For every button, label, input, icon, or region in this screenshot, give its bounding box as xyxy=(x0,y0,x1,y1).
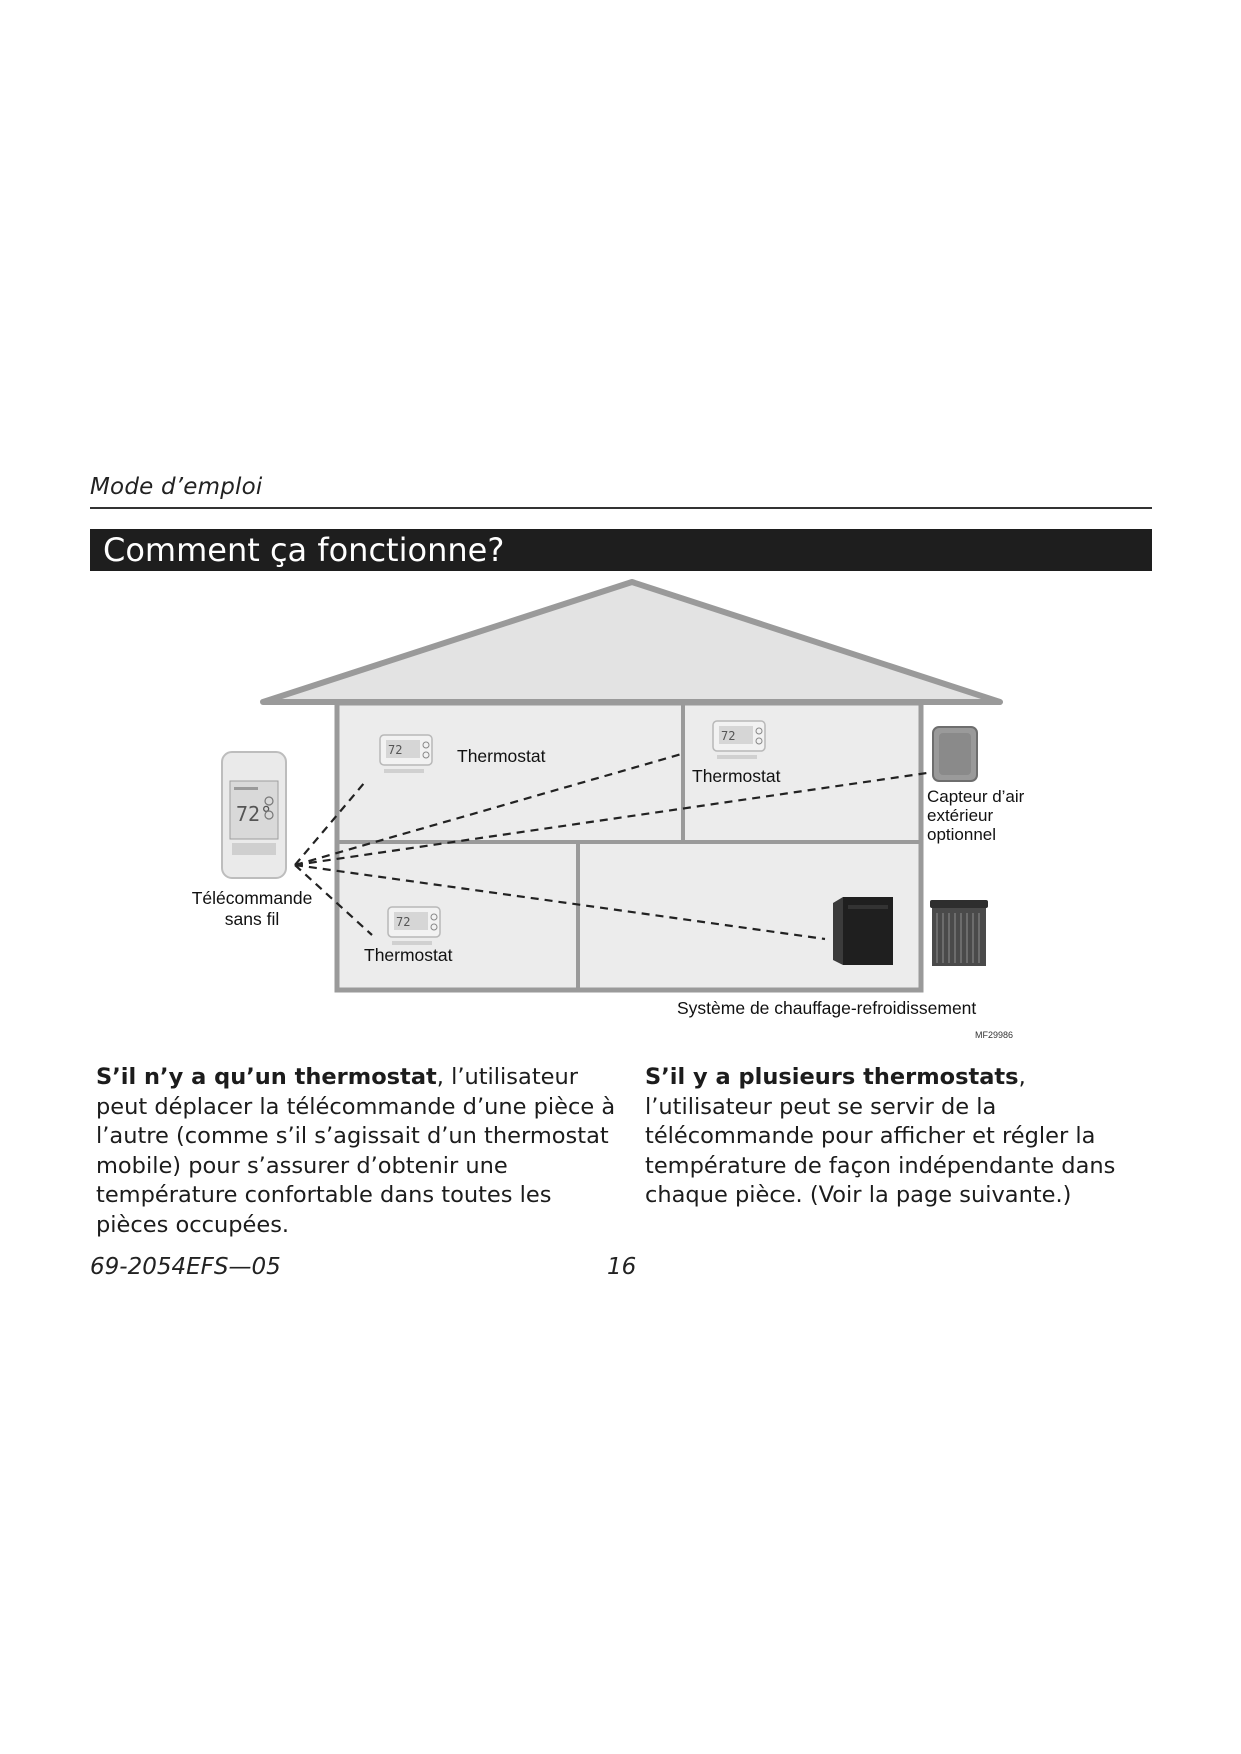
thermostat-bottom-display: 72 xyxy=(396,915,411,929)
thermostat-top-right-display: 72 xyxy=(721,729,736,743)
section-label: Mode d’emploi xyxy=(90,474,263,500)
thermostat-top-left-display: 72 xyxy=(388,743,403,757)
figure-code: MF29986 xyxy=(975,1030,1014,1040)
paragraph-single-thermostat-text: , l’utilisateur peut déplacer la télécommande d’une pièce à l’autre (comme s’il s’agissait d’un thermostat mobile) pour s’assurer d’obtenir une température confortable dans toutes les pièces occupées. xyxy=(96,1064,616,1238)
system-label: Système de chauffage-refroidissement xyxy=(677,998,977,1018)
paragraph-multiple-thermostats xyxy=(645,1063,1145,1211)
remote-label-line2: sans fil xyxy=(224,909,280,929)
paragraph-multiple-thermostats-text: , l’utilisateur peut se servir de la télécommande pour afficher et régler la température de façon indépendante dans chaque pièce. (Voir la page suivante.) xyxy=(645,1064,1116,1208)
house-roof xyxy=(263,582,1000,702)
document-number: 69-2054EFS—05 xyxy=(90,1254,281,1280)
paragraph-single-thermostat-lead: S’il n’y a qu’un thermostat xyxy=(96,1064,437,1090)
paragraph-multiple-thermostats-lead: S’il y a plusieurs thermostats xyxy=(645,1064,1019,1090)
header-divider xyxy=(90,507,1152,509)
page-title: Comment ça fonctionne? xyxy=(103,531,505,569)
remote-label-line1: Télécommande xyxy=(191,888,313,908)
remote-display: 72° xyxy=(236,802,273,826)
sensor-label-line2: extérieur xyxy=(927,806,994,825)
wireless-remote-icon xyxy=(222,752,286,878)
thermostat-top-left-label: Thermostat xyxy=(457,746,546,766)
paragraph-single-thermostat xyxy=(96,1063,616,1240)
title-bar xyxy=(90,529,1152,571)
thermostat-top-right-label: Thermostat xyxy=(692,766,781,786)
page-number: 16 xyxy=(607,1254,637,1280)
outdoor-sensor-icon xyxy=(933,727,977,781)
sensor-label-line1: Capteur d’air xyxy=(927,787,1025,806)
air-conditioner-icon xyxy=(930,900,988,966)
furnace-icon xyxy=(833,897,893,965)
house-diagram xyxy=(140,575,1040,1050)
thermostat-bottom-label: Thermostat xyxy=(364,945,453,965)
sensor-label-line3: optionnel xyxy=(927,825,997,844)
